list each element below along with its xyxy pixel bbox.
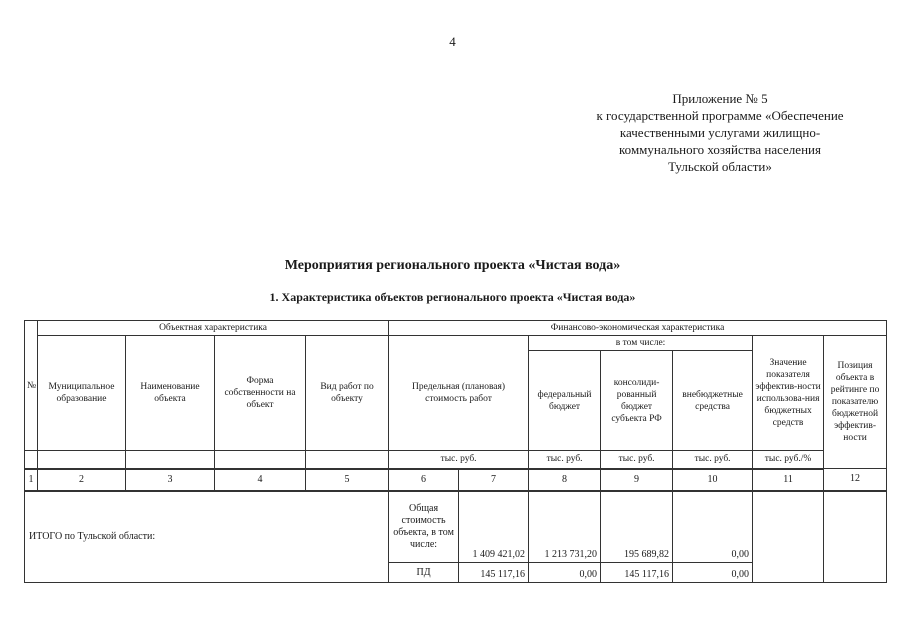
- section-title: 1. Характеристика объектов регионального проекта «Чистая вода»: [269, 290, 636, 304]
- column-number: 4: [215, 469, 306, 491]
- column-number: 11: [753, 469, 824, 491]
- objects-table: [24, 320, 887, 583]
- unit-cell-empty: [215, 451, 306, 469]
- total-efficiency-empty: [753, 491, 824, 583]
- header-including: в том числе:: [529, 336, 753, 351]
- column-number: 3: [126, 469, 215, 491]
- header-finance-group: Финансово-экономическая характеристика: [389, 321, 887, 336]
- pd-descriptor: ПД: [389, 563, 459, 583]
- column-number: 1: [25, 469, 38, 491]
- appendix-line: Тульской области»: [668, 159, 772, 174]
- header-federal: федеральный бюджет: [529, 351, 601, 451]
- header-num: №: [25, 321, 38, 451]
- column-number: 9: [601, 469, 673, 491]
- header-max-cost: Предельная (плановая) стоимость работ: [389, 336, 529, 451]
- unit-cell-empty: [126, 451, 215, 469]
- header-municipality: Муниципальное образование: [38, 336, 126, 451]
- pd-consolidated-value: 145 117,16: [601, 563, 673, 583]
- appendix-note: [570, 90, 870, 175]
- unit-consolidated: тыс. руб.: [601, 451, 673, 469]
- unit-max-cost: тыс. руб.: [389, 451, 529, 469]
- header-consolidated: консолиди-рованный бюджет субъекта РФ: [601, 351, 673, 451]
- unit-extrabudget: тыс. руб.: [673, 451, 753, 469]
- column-number: 12: [824, 469, 887, 491]
- page-number: 4: [449, 34, 456, 49]
- pd-cost-value: 145 117,16: [459, 563, 529, 583]
- column-number: 2: [38, 469, 126, 491]
- unit-cell-empty: [306, 451, 389, 469]
- total-descriptor: Общая стоимость объекта, в том числе:: [389, 491, 459, 563]
- total-extrabudget-value: 0,00: [673, 491, 753, 563]
- unit-efficiency: тыс. руб./%: [753, 451, 824, 469]
- column-number: 7: [459, 469, 529, 491]
- appendix-line: качественными услугами жилищно-: [619, 125, 821, 140]
- header-object-name: Наименование объекта: [126, 336, 215, 451]
- total-rating-empty: [824, 491, 887, 583]
- header-work-type: Вид работ по объекту: [306, 336, 389, 451]
- column-number: 5: [306, 469, 389, 491]
- header-ownership: Форма собственности на объект: [215, 336, 306, 451]
- header-object-group: Объектная характеристика: [38, 321, 389, 336]
- total-consolidated-value: 195 689,82: [601, 491, 673, 563]
- objects-table-wrapper: [24, 320, 886, 583]
- header-efficiency: Значение показателя эффектив-ности использова-ния бюджетных средств: [753, 336, 824, 451]
- unit-cell-empty: [25, 451, 38, 469]
- column-number: 6: [389, 469, 459, 491]
- header-rating: Позиция объекта в рейтинге по показателю бюджетной эффектив-ности: [824, 336, 887, 469]
- header-extrabudget: внебюджетные средства: [673, 351, 753, 451]
- total-label: ИТОГО по Тульской области:: [25, 491, 389, 583]
- column-number: 8: [529, 469, 601, 491]
- appendix-line: коммунального хозяйства населения: [619, 142, 821, 157]
- unit-federal: тыс. руб.: [529, 451, 601, 469]
- unit-cell-empty: [38, 451, 126, 469]
- pd-federal-value: 0,00: [529, 563, 601, 583]
- column-number: 10: [673, 469, 753, 491]
- pd-extrabudget-value: 0,00: [673, 563, 753, 583]
- appendix-line: Приложение № 5: [672, 91, 768, 106]
- total-cost-value: 1 409 421,02: [459, 491, 529, 563]
- document-title: Мероприятия регионального проекта «Чистая вода»: [284, 258, 621, 273]
- total-federal-value: 1 213 731,20: [529, 491, 601, 563]
- appendix-line: к государственной программе «Обеспечение: [596, 108, 844, 123]
